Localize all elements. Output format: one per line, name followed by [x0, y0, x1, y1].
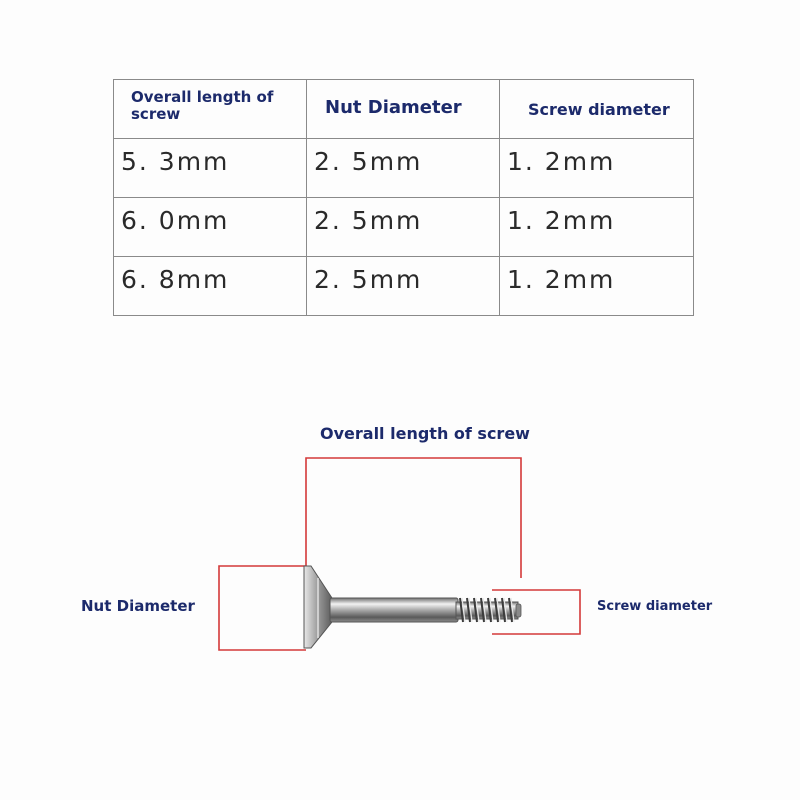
nut-diameter-label: Nut Diameter: [81, 597, 195, 615]
table-row: [114, 257, 694, 316]
cell-screw-diameter: 1. 2mm: [500, 257, 694, 316]
header-overall-length: Overall length of screw: [114, 80, 307, 139]
length-bracket: [306, 458, 521, 578]
nut-diameter-bracket: [219, 566, 306, 650]
screw-diameter-bracket: [492, 590, 580, 634]
cell-screw-diameter: 1. 2mm: [500, 198, 694, 257]
table-row: [114, 198, 694, 257]
cell-nut-diameter: 2. 5mm: [307, 139, 500, 198]
header-screw-diameter: Screw diameter: [500, 80, 694, 139]
header-nut-diameter: Nut Diameter: [307, 80, 500, 139]
cell-overall-length: 5. 3mm: [114, 139, 307, 198]
cell-screw-diameter: 1. 2mm: [500, 139, 694, 198]
table-header-row: [114, 80, 694, 139]
screw-diameter-label: Screw diameter: [597, 599, 713, 614]
cell-overall-length: 6. 0mm: [114, 198, 307, 257]
screw-spec-table: [113, 79, 694, 316]
cell-overall-length: 6. 8mm: [114, 257, 307, 316]
thread-section: [456, 598, 521, 622]
overall-length-label: Overall length of screw: [320, 424, 530, 443]
cell-nut-diameter: 2. 5mm: [307, 257, 500, 316]
screw-icon: [304, 566, 521, 648]
table-row: [114, 139, 694, 198]
cell-nut-diameter: 2. 5mm: [307, 198, 500, 257]
